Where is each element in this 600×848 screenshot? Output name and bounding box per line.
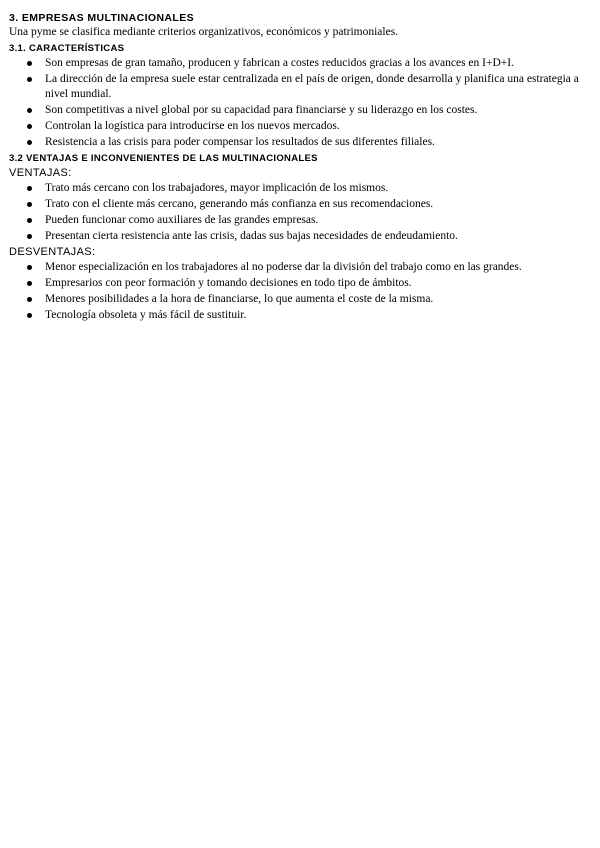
list-item-text: Empresarios con peor formación y tomando decisiones en todo tipo de ámbitos. xyxy=(45,277,412,289)
bullet-icon xyxy=(27,234,32,239)
section-intro: Una pyme se clasifica mediante criterios organizativos, económicos y patrimoniales. xyxy=(9,26,399,38)
list-item-text: Tecnología obsoleta y más fácil de sustituir. xyxy=(45,309,247,321)
list-item xyxy=(9,119,589,135)
bullet-icon xyxy=(27,218,32,223)
list-item xyxy=(9,260,589,276)
list-item-text: La dirección de la empresa suele estar centralizada en el país de origen, donde desarrolla y planifica una estrategia a nivel mundial. xyxy=(45,72,579,100)
list-item-text: Son empresas de gran tamaño, producen y fabrican a costes reducidos gracias a los avances en I+D+I. xyxy=(45,56,514,69)
list-item xyxy=(9,181,589,197)
bullet-icon xyxy=(27,297,32,302)
list-item-text: Menor especialización en los trabajadores al no poderse dar la división del trabajo como en las grandes. xyxy=(45,261,522,273)
list-item-text: Presentan cierta resistencia ante las crisis, dadas sus bajas necesidades de endeudamiento. xyxy=(45,230,458,242)
list-item xyxy=(9,292,589,308)
list-item xyxy=(9,56,589,72)
list-item xyxy=(9,197,589,213)
characteristics-list xyxy=(9,56,589,151)
bullet-icon xyxy=(27,265,32,270)
list-item xyxy=(9,72,589,103)
pros-cons-heading: 3.2 VENTAJAS E INCONVENIENTES DE LAS MULTINACIONALES xyxy=(9,153,318,164)
list-item xyxy=(9,135,589,151)
characteristics-heading: 3.1. CARACTERÍSTICAS xyxy=(9,42,125,54)
list-item-text: Resistencia a las crisis para poder compensar los resultados de sus diferentes filiales. xyxy=(45,136,435,148)
list-item xyxy=(9,276,589,292)
list-item xyxy=(9,229,589,245)
bullet-icon xyxy=(27,186,32,191)
document-page xyxy=(9,11,589,324)
list-item-text: Menores posibilidades a la hora de financiarse, lo que aumenta el coste de la misma. xyxy=(45,293,434,305)
list-item-text: Trato más cercano con los trabajadores, mayor implicación de los mismos. xyxy=(45,182,389,194)
advantages-label: VENTAJAS: xyxy=(9,167,72,179)
bullet-icon xyxy=(27,108,32,113)
list-item xyxy=(9,103,589,119)
section-title: 3. EMPRESAS MULTINACIONALES xyxy=(9,12,195,24)
advantages-list xyxy=(9,181,589,245)
bullet-icon xyxy=(27,202,32,207)
bullet-icon xyxy=(27,77,32,82)
bullet-icon xyxy=(27,281,32,286)
list-item xyxy=(9,308,589,324)
disadvantages-list xyxy=(9,260,589,324)
list-item-text: Pueden funcionar como auxiliares de las grandes empresas. xyxy=(45,214,319,226)
list-item-text: Son competitivas a nivel global por su capacidad para financiarse y su liderazgo en los costes. xyxy=(45,104,478,116)
list-item xyxy=(9,213,589,229)
list-item-text: Trato con el cliente más cercano, generando más confianza en sus recomendaciones. xyxy=(45,198,434,210)
list-item-text: Controlan la logística para introducirse en los nuevos mercados. xyxy=(45,120,340,132)
bullet-icon xyxy=(27,313,32,318)
bullet-icon xyxy=(27,61,32,66)
disadvantages-label: DESVENTAJAS: xyxy=(9,246,96,258)
bullet-icon xyxy=(27,140,32,145)
bullet-icon xyxy=(27,124,32,129)
